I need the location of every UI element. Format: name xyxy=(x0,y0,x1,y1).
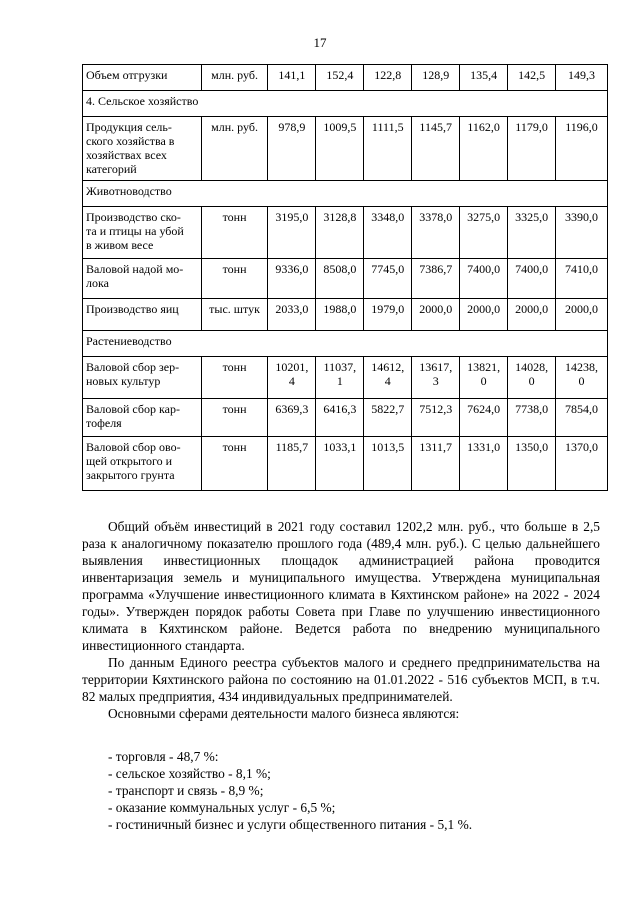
value-cell: 9336,0 xyxy=(268,259,316,299)
paragraph-spheres-intro: Основными сферами деятельности малого бизнеса являются: xyxy=(108,706,460,721)
indicator-name: Объем отгрузки xyxy=(83,65,202,91)
value-cell: 7854,0 xyxy=(556,399,608,437)
value-cell: 149,3 xyxy=(556,65,608,91)
section-title: Животноводство xyxy=(83,181,608,207)
value-cell: 7745,0 xyxy=(364,259,412,299)
table-section-row xyxy=(83,91,608,117)
value-cell: 14612, 4 xyxy=(364,357,412,399)
value-cell: 1331,0 xyxy=(460,437,508,491)
indicator-name: Валовой сбор ово- щей открытого и закрытого грунта xyxy=(83,437,202,491)
table-row xyxy=(83,437,608,491)
unit-cell: тонн xyxy=(201,437,268,491)
value-cell: 7738,0 xyxy=(508,399,556,437)
value-cell: 1145,7 xyxy=(412,117,460,181)
value-cell: 3325,0 xyxy=(508,207,556,259)
section-title: Растениеводство xyxy=(83,331,608,357)
unit-cell: тонн xyxy=(201,357,268,399)
value-cell: 2000,0 xyxy=(412,299,460,331)
business-spheres-list xyxy=(108,748,472,833)
value-cell: 3195,0 xyxy=(268,207,316,259)
value-cell: 6369,3 xyxy=(268,399,316,437)
table-row xyxy=(83,357,608,399)
unit-cell: тонн xyxy=(201,207,268,259)
indicator-name: Производство ско- та и птицы на убой в живом весе xyxy=(83,207,202,259)
body-text xyxy=(82,518,600,722)
table-section-row xyxy=(83,331,608,357)
unit-cell: тыс. штук xyxy=(201,299,268,331)
value-cell: 7386,7 xyxy=(412,259,460,299)
value-cell: 1311,7 xyxy=(412,437,460,491)
value-cell: 6416,3 xyxy=(316,399,364,437)
value-cell: 1988,0 xyxy=(316,299,364,331)
value-cell: 1033,1 xyxy=(316,437,364,491)
paragraph-msp: По данным Единого реестра субъектов малого и среднего предпринимательства на территории Кяхтинского района по состоянию на 01.01.2022 - 516 субъектов МСП, в т.ч. 82 малых предприятия, 434 индивидуальных предпринимателей. xyxy=(82,655,600,704)
value-cell: 11037, 1 xyxy=(316,357,364,399)
value-cell: 14238, 0 xyxy=(556,357,608,399)
value-cell: 1350,0 xyxy=(508,437,556,491)
value-cell: 7624,0 xyxy=(460,399,508,437)
unit-cell: млн. руб. xyxy=(201,65,268,91)
value-cell: 1179,0 xyxy=(508,117,556,181)
value-cell: 10201, 4 xyxy=(268,357,316,399)
value-cell: 3378,0 xyxy=(412,207,460,259)
section-title: 4. Сельское хозяйство xyxy=(83,91,608,117)
value-cell: 1013,5 xyxy=(364,437,412,491)
value-cell: 2000,0 xyxy=(556,299,608,331)
value-cell: 7410,0 xyxy=(556,259,608,299)
value-cell: 1370,0 xyxy=(556,437,608,491)
indicator-name: Производство яиц xyxy=(83,299,202,331)
value-cell: 1196,0 xyxy=(556,117,608,181)
list-item: - транспорт и связь - 8,9 %; xyxy=(108,783,264,798)
value-cell: 142,5 xyxy=(508,65,556,91)
list-item: - гостиничный бизнес и услуги общественного питания - 5,1 %. xyxy=(108,817,473,832)
value-cell: 3348,0 xyxy=(364,207,412,259)
list-item: - торговля - 48,7 %: xyxy=(108,749,219,764)
value-cell: 978,9 xyxy=(268,117,316,181)
value-cell: 3390,0 xyxy=(556,207,608,259)
value-cell: 3128,8 xyxy=(316,207,364,259)
value-cell: 1111,5 xyxy=(364,117,412,181)
indicators-table xyxy=(82,64,608,491)
value-cell: 1009,5 xyxy=(316,117,364,181)
value-cell: 8508,0 xyxy=(316,259,364,299)
value-cell: 5822,7 xyxy=(364,399,412,437)
paragraph-investments: Общий объём инвестиций в 2021 году составил 1202,2 млн. руб., что больше в 2,5 раза к аналогичному показателю прошлого года (489,4 млн. руб.). С целью дальнейшего выявления инвестиционных площадок администрацией района проводится инвентаризация земель и муниципального имущества. Утверждена муниципальная программа «Улучшение инвестиционного климата в Кяхтинском районе» на 2022 - 2024 годы». Утвержден порядок работы Совета при Главе по улучшению инвестиционного климата в Кяхтинском районе. Ведется работа по внедрению муниципального инвестиционного стандарта. xyxy=(82,519,600,653)
table-section-row xyxy=(83,181,608,207)
value-cell: 141,1 xyxy=(268,65,316,91)
value-cell: 2033,0 xyxy=(268,299,316,331)
table-row xyxy=(83,207,608,259)
table-row xyxy=(83,399,608,437)
value-cell: 13821, 0 xyxy=(460,357,508,399)
value-cell: 7512,3 xyxy=(412,399,460,437)
value-cell: 2000,0 xyxy=(460,299,508,331)
value-cell: 7400,0 xyxy=(508,259,556,299)
indicator-name: Валовой надой мо- лока xyxy=(83,259,202,299)
value-cell: 122,8 xyxy=(364,65,412,91)
value-cell: 14028, 0 xyxy=(508,357,556,399)
indicator-name: Валовой сбор зер- новых культур xyxy=(83,357,202,399)
value-cell: 1185,7 xyxy=(268,437,316,491)
unit-cell: тонн xyxy=(201,259,268,299)
page-number: 17 xyxy=(313,35,327,50)
value-cell: 3275,0 xyxy=(460,207,508,259)
value-cell: 2000,0 xyxy=(508,299,556,331)
value-cell: 152,4 xyxy=(316,65,364,91)
unit-cell: тонн xyxy=(201,399,268,437)
indicator-name: Валовой сбор кар- тофеля xyxy=(83,399,202,437)
value-cell: 1162,0 xyxy=(460,117,508,181)
value-cell: 1979,0 xyxy=(364,299,412,331)
value-cell: 135,4 xyxy=(460,65,508,91)
unit-cell: млн. руб. xyxy=(201,117,268,181)
list-item: - оказание коммунальных услуг - 6,5 %; xyxy=(108,800,336,815)
value-cell: 7400,0 xyxy=(460,259,508,299)
table-row xyxy=(83,65,608,91)
value-cell: 13617, 3 xyxy=(412,357,460,399)
table-row xyxy=(83,117,608,181)
table-row xyxy=(83,259,608,299)
indicator-name: Продукция сель- ского хозяйства в хозяйствах всех категорий xyxy=(83,117,202,181)
value-cell: 128,9 xyxy=(412,65,460,91)
table-row xyxy=(83,299,608,331)
list-item: - сельское хозяйство - 8,1 %; xyxy=(108,766,271,781)
